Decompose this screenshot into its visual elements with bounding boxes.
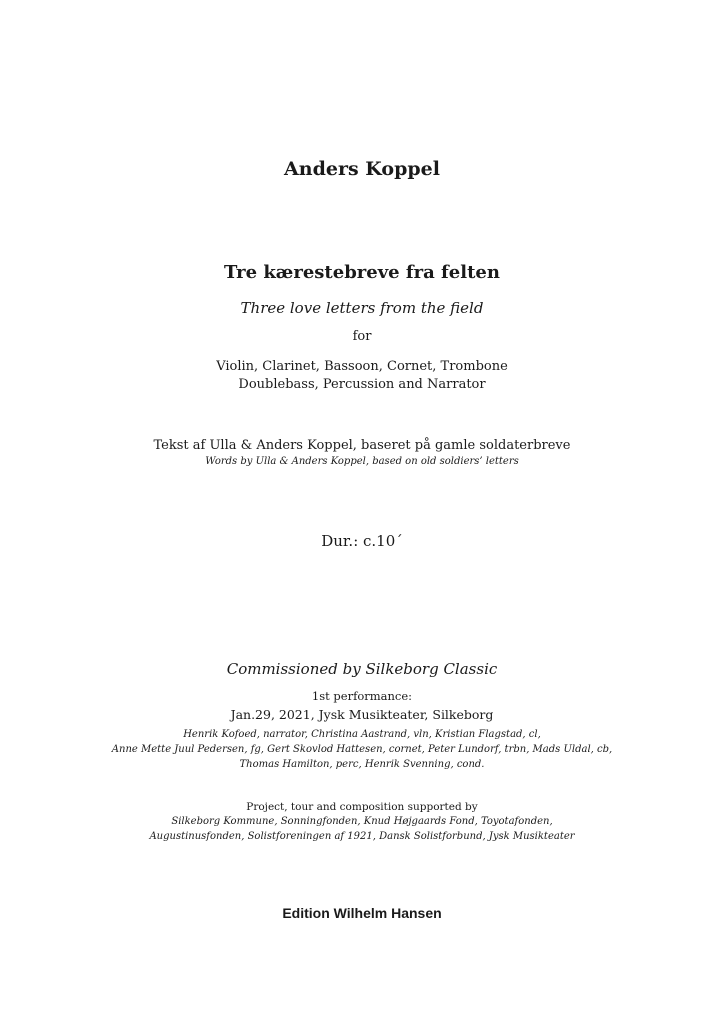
publisher-name: Edition Wilhelm Hansen — [282, 905, 442, 921]
performers-line: Thomas Hamilton, perc, Henrik Svenning, cond. — [239, 759, 485, 770]
for-label: for — [352, 329, 372, 344]
performers-line: Henrik Kofoed, narrator, Christina Aastrand, vln, Kristian Flagstad, cl, — [183, 729, 541, 740]
instrumentation-line: Violin, Clarinet, Bassoon, Cornet, Trombone — [216, 359, 508, 374]
first-performance-date: Jan.29, 2021, Jysk Musikteater, Silkeborg — [230, 707, 494, 722]
instrumentation-line: Doublebass, Percussion and Narrator — [238, 377, 486, 392]
text-credit-danish: Tekst af Ulla & Anders Koppel, baseret på gamle soldaterbreve — [153, 438, 571, 453]
support-label: Project, tour and composition supported by — [246, 801, 478, 813]
commission-note: Commissioned by Silkeborg Classic — [226, 660, 498, 678]
supporters-line: Augustinusfonden, Solistforeningen af 1921, Dansk Solistforbund, Jysk Musikteater — [149, 831, 575, 842]
work-title: Tre kærestebreve fra felten — [224, 262, 500, 283]
composer-name: Anders Koppel — [284, 158, 440, 180]
work-subtitle: Three love letters from the field — [240, 299, 484, 317]
first-performance-label: 1st performance: — [311, 689, 413, 703]
supporters-line: Silkeborg Kommune, Sonningfonden, Knud Højgaards Fond, Toyotafonden, — [171, 816, 553, 827]
text-credit-english: Words by Ulla & Anders Koppel, based on old soldiers’ letters — [205, 456, 519, 467]
duration: Dur.: c.10´ — [321, 532, 403, 550]
performers-line: Anne Mette Juul Pedersen, fg, Gert Skovlod Hattesen, cornet, Peter Lundorf, trbn, Mads Uldal, cb, — [111, 744, 613, 755]
